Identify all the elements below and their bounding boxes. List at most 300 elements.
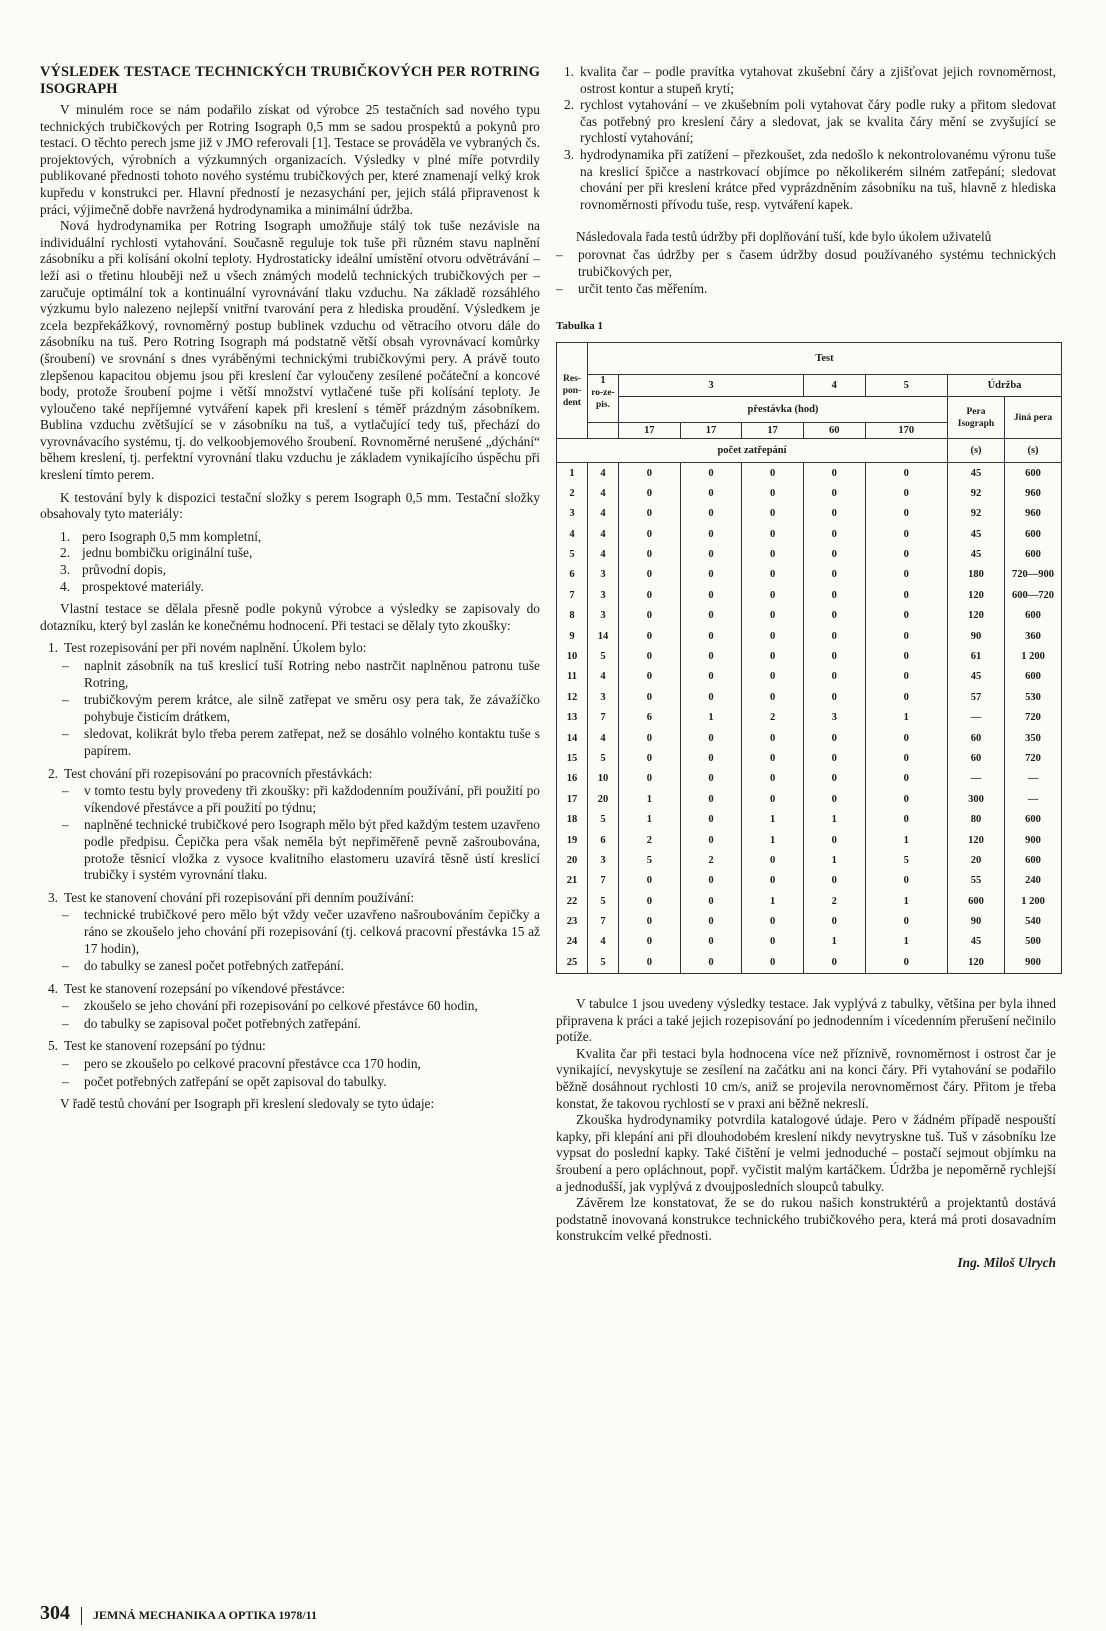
table-cell: 0 <box>619 769 681 789</box>
table-row <box>557 708 1062 728</box>
table-cell: 600 <box>1005 606 1062 626</box>
table-row <box>557 606 1062 626</box>
test-subitems: – zkoušelo se jeho chování při rozepisování po celkové přestávce 60 hodin, – do tabulky se zapisoval počet potřebných zatřepání. <box>62 998 478 1031</box>
table-cell: 0 <box>619 484 681 504</box>
table-row <box>557 565 1062 585</box>
test-subitems: – technické trubičkové pero mělo být vždy večer uzavřeno našroubováním čepičky a ráno se zkoušelo jeho chování při rozepisování (tj. celková pracovní přestávka 15 až 17 hodin), – do tabulky se zanesl počet potřebných zatřepání. <box>62 907 540 974</box>
header-col3: 3 <box>619 375 804 397</box>
paragraph: Kvalita čar při testaci byla hodnocena více než příznivě, rovnoměrnost i ostrost čar je vynikající, nevyskytuje se zesílení na začátku ani na konci čáry. Při vytahování se podařilo běžně dosáhnout rychlosti 10 cm/s, aniž se projevila nerovnoměrnost čáry. Přitom je třeba konstat, že takovou rychlostí se v praxi ani běžně nekreslí. <box>556 1045 1056 1111</box>
list-item: 4. prospektové materiály. <box>60 578 204 594</box>
table-cell: 7 <box>588 871 619 891</box>
header-pocet: počet zatřepání <box>557 439 948 463</box>
table-cell: 0 <box>803 728 865 748</box>
table-cell: 0 <box>619 606 681 626</box>
table-cell: 10 <box>557 647 588 667</box>
table-cell: 0 <box>619 586 681 606</box>
table-row <box>557 851 1062 871</box>
table-cell: 900 <box>1005 953 1062 974</box>
list-item: 3. průvodní dopis, <box>60 562 167 578</box>
table-cell: 4 <box>588 463 619 484</box>
table-cell: 600 <box>1005 810 1062 830</box>
table-cell: 0 <box>680 647 742 667</box>
header-col4: 4 <box>803 375 865 397</box>
table-cell: 720—900 <box>1005 565 1062 585</box>
table-cell: 3 <box>588 586 619 606</box>
table-cell: 0 <box>619 932 681 952</box>
table-cell: 1 <box>803 810 865 830</box>
author: Ing. Miloš Ulrych <box>957 1254 1056 1270</box>
table-cell: 0 <box>865 463 948 484</box>
table-cell: 1 <box>680 708 742 728</box>
table-cell: 0 <box>742 688 804 708</box>
table-cell: 1 <box>803 851 865 871</box>
header-udrzba: Údržba <box>948 375 1062 397</box>
table-cell: 0 <box>803 749 865 769</box>
table-cell: 3 <box>588 606 619 626</box>
paragraph: V minulém roce se nám podařilo získat od výrobce 25 testačních sad nového typu technických trubičkových per Rotring Isograph 0,5 mm se sadou prospektů a pokynů pro testaci. O těchto perech jsme již v JMO referovali [1]. Testace se prováděla ve vybraných čs. projektových, výrobních a výzkumných organizacích. Výsledky v plné míře potvrdily publikované přednosti tohoto nového systému trubičkových per, které znamenají velký krok kupředu v konstrukci per. Hlavní předností je nezasychání per, jejich stálá připravenost k práci, výjimečně dobře navržená hydrodynamika a minimální údržba. <box>40 102 540 217</box>
paragraph: V řadě testů chování per Isograph při kreslení sledovaly se tyto údaje: <box>60 1096 435 1112</box>
table-cell: 5 <box>588 810 619 830</box>
table-row <box>557 953 1062 974</box>
table-cell: 57 <box>948 688 1005 708</box>
table-row <box>557 463 1062 484</box>
journal-name: JEMNÁ MECHANIKA A OPTIKA 1978/11 <box>93 1608 318 1622</box>
table-cell: 0 <box>865 647 948 667</box>
paragraph: V tabulce 1 jsou uvedeny výsledky testace. Jak vyplývá z tabulky, většina per byla ihned připravena k práci a také jejich rozepisování po jednodenním i vícedenním přerušení nečinilo potíže. <box>556 996 1056 1045</box>
table-cell: 0 <box>803 524 865 544</box>
table-cell: 1 200 <box>1005 892 1062 912</box>
table-cell: 20 <box>948 851 1005 871</box>
table-cell: 0 <box>865 749 948 769</box>
table-cell: 90 <box>948 912 1005 932</box>
table-cell: 6 <box>619 708 681 728</box>
table-cell: 0 <box>619 953 681 974</box>
table-cell: 0 <box>680 606 742 626</box>
table-cell: 0 <box>680 749 742 769</box>
table-cell: 14 <box>557 728 588 748</box>
table-row <box>557 626 1062 646</box>
table-cell: 180 <box>948 565 1005 585</box>
table-cell: — <box>948 708 1005 728</box>
table-cell: 3 <box>803 708 865 728</box>
table-row <box>557 932 1062 952</box>
divider <box>81 1607 82 1625</box>
article-title: VÝSLEDEK TESTACE TECHNICKÝCH TRUBIČKOVÝCH PER ROTRING ISOGRAPH <box>40 64 540 97</box>
table-cell: 1 <box>865 830 948 850</box>
table-cell: 4 <box>588 932 619 952</box>
table-cell: 0 <box>619 647 681 667</box>
table-cell: 4 <box>588 504 619 524</box>
table-row <box>557 728 1062 748</box>
table-cell: 0 <box>680 892 742 912</box>
table-cell: 0 <box>742 912 804 932</box>
table-cell: 540 <box>1005 912 1062 932</box>
table-cell: 0 <box>742 851 804 871</box>
table-cell: 0 <box>742 545 804 565</box>
test-subitems: – v tomto testu byly provedeny tři zkoušky: při každodenním používání, při použití po víkendové přestávce a při použití po týdnu; – naplněné technické trubičkové pero Isograph mělo být před každým testem uzavřeno podle předpisu. Čepička pera však neměla být nepřiměřeně pevně zašroubována, protože těsnicí vložka z vysoce kvalitního elastomeru uzavírá těsně ústí kreslicí trubičky i systém vyrovnání tlaku. <box>62 783 540 883</box>
table-row <box>557 830 1062 850</box>
table-cell: 0 <box>865 484 948 504</box>
table-cell: 0 <box>865 769 948 789</box>
table-cell: 0 <box>742 484 804 504</box>
table-cell: 45 <box>948 463 1005 484</box>
table-cell: 960 <box>1005 484 1062 504</box>
table-cell: 45 <box>948 932 1005 952</box>
table-row <box>557 790 1062 810</box>
table-cell: 720 <box>1005 708 1062 728</box>
table-cell: 3 <box>588 688 619 708</box>
table-cell: 0 <box>803 830 865 850</box>
table-cell: 0 <box>680 586 742 606</box>
table-cell: 5 <box>588 749 619 769</box>
table-cell: 0 <box>680 545 742 565</box>
table-cell: 0 <box>742 606 804 626</box>
table-cell: 0 <box>742 504 804 524</box>
table-cell: 0 <box>742 790 804 810</box>
table-cell: 0 <box>680 871 742 891</box>
table-cell: 0 <box>619 545 681 565</box>
table-cell: 80 <box>948 810 1005 830</box>
table-cell: 5 <box>557 545 588 565</box>
table-cell: 2 <box>557 484 588 504</box>
table-cell: 5 <box>588 892 619 912</box>
table-cell: 0 <box>680 667 742 687</box>
table-cell: 16 <box>557 769 588 789</box>
table-cell: — <box>1005 769 1062 789</box>
table-cell: 600 <box>948 892 1005 912</box>
page-number: 304 <box>40 1602 70 1624</box>
list-item: 3. hydrodynamika při zatížení – přezkoušet, zda nedošlo k nekontrolovanému výronu tuše na kreslicí špičce a nastrkovací objímce po několikerém silném zatřepání; sledovat chování per při kreslení krátce před vyprázdněním zásobníku na tuš, hlavně z hlediska rovnoměrnosti přívodu tuše, resp. vytváření kapek. <box>563 146 1056 212</box>
table-cell: 0 <box>865 688 948 708</box>
table-cell: 25 <box>557 953 588 974</box>
table-cell: 20 <box>557 851 588 871</box>
paragraph: Zkouška hydrodynamiky potvrdila katalogové údaje. Pero v žádném případě nespouští kapky, při klepání ani při dlouhodobém kreslení nikdy nevytryskne tuš. Tuš v zásobníku lze vypsat do poslední kapky. Také čištění je velmi jednoduché – postačí sejmout objímku na šroubení a pero opláchnout, popř. vyčistit malým kartáčkem. Údržba je nepoměrně rychlejší a jednodušší, jak vyplývá z dvoujposledních sloupců tabulky. <box>556 1112 1056 1194</box>
table-cell: 0 <box>803 667 865 687</box>
table-cell: 0 <box>680 932 742 952</box>
table-cell: 1 <box>619 790 681 810</box>
table-cell: 900 <box>1005 830 1062 850</box>
table-row <box>557 688 1062 708</box>
table-cell: 55 <box>948 871 1005 891</box>
table-cell: 0 <box>803 953 865 974</box>
table-cell: 0 <box>680 790 742 810</box>
table-row <box>557 484 1062 504</box>
table-cell: 0 <box>680 463 742 484</box>
table-cell: 9 <box>557 626 588 646</box>
table-cell: 15 <box>557 749 588 769</box>
header-col5: 5 <box>865 375 948 397</box>
table-cell: 6 <box>557 565 588 585</box>
table-cell: 0 <box>742 463 804 484</box>
table-cell: 0 <box>803 504 865 524</box>
table-cell: 0 <box>865 606 948 626</box>
table-cell: 12 <box>557 688 588 708</box>
table-cell: 23 <box>557 912 588 932</box>
table-cell: 0 <box>742 871 804 891</box>
table-cell: 4 <box>588 667 619 687</box>
table-cell: 1 <box>865 932 948 952</box>
table-row <box>557 586 1062 606</box>
table-cell: 0 <box>619 912 681 932</box>
table-cell: 1 <box>865 708 948 728</box>
table-cell: 0 <box>619 667 681 687</box>
table-row <box>557 912 1062 932</box>
table-cell: 0 <box>619 749 681 769</box>
list-item: 1. pero Isograph 0,5 mm kompletní, <box>60 528 262 544</box>
table-cell: 0 <box>865 728 948 748</box>
table-cell: 0 <box>803 688 865 708</box>
test-item: 4. Test ke stanovení rozepsání po víkendové přestávce: <box>47 980 345 996</box>
table-cell: 0 <box>742 647 804 667</box>
table-cell: 2 <box>803 892 865 912</box>
table-cell: 2 <box>680 851 742 871</box>
table-cell: 0 <box>680 830 742 850</box>
table-cell: 300 <box>948 790 1005 810</box>
table-cell: 0 <box>865 871 948 891</box>
table-cell: 0 <box>742 524 804 544</box>
table-row <box>557 871 1062 891</box>
table-cell: 0 <box>742 953 804 974</box>
table-cell: 960 <box>1005 504 1062 524</box>
table-cell: 1 <box>803 932 865 952</box>
table-cell: 7 <box>588 912 619 932</box>
table-cell: 60 <box>948 728 1005 748</box>
table-cell: 0 <box>803 769 865 789</box>
table-cell: 600 <box>1005 667 1062 687</box>
table-cell: 0 <box>803 545 865 565</box>
table-cell: 1 <box>557 463 588 484</box>
table-cell: 2 <box>619 830 681 850</box>
table-cell: 5 <box>619 851 681 871</box>
header-prestavka: přestávka (hod) <box>619 397 948 423</box>
table-cell: 0 <box>619 871 681 891</box>
table-cell: — <box>948 769 1005 789</box>
table-cell: 0 <box>803 790 865 810</box>
table-cell: 0 <box>865 667 948 687</box>
table-cell: 0 <box>680 810 742 830</box>
tests-list <box>40 890 540 907</box>
table-cell: 24 <box>557 932 588 952</box>
table-row <box>557 892 1062 912</box>
table-cell: 0 <box>742 565 804 585</box>
table-cell: 0 <box>803 463 865 484</box>
table-cell: 120 <box>948 953 1005 974</box>
table-cell: — <box>1005 790 1062 810</box>
table-cell: 4 <box>557 524 588 544</box>
table-cell: 1 <box>865 892 948 912</box>
test-item: 1. Test rozepisování per při novém naplnění. Úkolem bylo: <box>47 640 367 656</box>
table-cell: 0 <box>680 524 742 544</box>
table-row <box>557 667 1062 687</box>
table-cell: 0 <box>742 586 804 606</box>
page-footer <box>40 1602 317 1625</box>
tests-list <box>40 640 540 657</box>
table-cell: 45 <box>948 545 1005 565</box>
table-row <box>557 545 1062 565</box>
test-item: 2. Test chování při rozepisování po pracovních přestávkách: <box>47 765 373 781</box>
table-row <box>557 810 1062 830</box>
header-test: Test <box>588 343 1062 375</box>
table-cell: 0 <box>619 463 681 484</box>
table-cell: 0 <box>619 565 681 585</box>
table-cell: 13 <box>557 708 588 728</box>
table-cell: 0 <box>803 647 865 667</box>
table-cell: 7 <box>588 708 619 728</box>
tests-list <box>40 1038 540 1055</box>
table-cell: 4 <box>588 728 619 748</box>
test-subitems: – pero se zkoušelo po celkové pracovní přestávce cca 170 hodin, – počet potřebných zatřepání se opět zapisoval do tabulky. <box>62 1056 421 1089</box>
table-cell: 0 <box>742 728 804 748</box>
table-cell: 0 <box>619 688 681 708</box>
table-cell: 240 <box>1005 871 1062 891</box>
table-cell: 6 <box>588 830 619 850</box>
table-cell: 0 <box>803 586 865 606</box>
paragraph: Vlastní testace se dělala přesně podle pokynů výrobce a výsledky se zapisovaly do dotazníku, který byl zaslán ke konečnému hodnocení. Při testaci se dělaly tyto zkoušky: <box>40 601 540 633</box>
table-cell: 0 <box>619 626 681 646</box>
table-cell: 500 <box>1005 932 1062 952</box>
table-cell: 7 <box>557 586 588 606</box>
table-cell: 3 <box>588 565 619 585</box>
list-item: 2. rychlost vytahování – ve zkušebním poli vytahovat čáry podle ruky a přitom sledovat čas potřebný pro kreslení čáry a sledovat, jak se kvalita čáry mění se zvyšující se rychlostí vytahování; <box>563 97 1056 146</box>
table-cell: 14 <box>588 626 619 646</box>
table-cell: 1 200 <box>1005 647 1062 667</box>
table-cell: 22 <box>557 892 588 912</box>
table-cell: 92 <box>948 504 1005 524</box>
table-cell: 0 <box>803 606 865 626</box>
table-cell: 360 <box>1005 626 1062 646</box>
table-caption: Tabulka 1 <box>556 319 603 332</box>
list-item: 1. kvalita čar – podle pravítka vytahovat zkušební čáry a zjišťovat jejich rovnoměrnost, ostrost kontur a stupeň krytí; <box>563 64 1056 96</box>
table-row <box>557 769 1062 789</box>
table-cell: 20 <box>588 790 619 810</box>
table-cell: 0 <box>865 524 948 544</box>
header-jina: Jiná pera <box>1005 397 1062 439</box>
table-cell: 11 <box>557 667 588 687</box>
table-cell: 0 <box>865 790 948 810</box>
table-cell: 18 <box>557 810 588 830</box>
test-subitems: – naplnit zásobník na tuš kreslicí tuší Rotring nebo nastrčit naplněnou patronu tuše Rotring, – trubičkovým perem krátce, ale silně zatřepat ve směru osy pera tak, že závažíčko pohybuje čisticím drátkem, – sledovat, kolikrát bylo třeba perem zatřepat, než se dosáhlo volného kontaktu tuše s papírem. <box>62 658 540 758</box>
table-cell: 61 <box>948 647 1005 667</box>
table-cell: 0 <box>680 953 742 974</box>
materials-list <box>40 529 540 595</box>
tests-list <box>40 981 540 998</box>
table-cell: 0 <box>803 626 865 646</box>
table-cell: 0 <box>619 892 681 912</box>
table-cell: 45 <box>948 524 1005 544</box>
table-cell: 60 <box>948 749 1005 769</box>
table-cell: 600 <box>1005 463 1062 484</box>
table-cell: 0 <box>742 626 804 646</box>
table-cell: 0 <box>680 728 742 748</box>
table-cell: 0 <box>865 586 948 606</box>
table-row <box>557 647 1062 667</box>
table-cell: 1 <box>742 810 804 830</box>
table-cell: 600 <box>1005 524 1062 544</box>
table-cell: 0 <box>803 912 865 932</box>
table-cell: 0 <box>742 932 804 952</box>
table-cell: 4 <box>588 484 619 504</box>
table-cell: 120 <box>948 830 1005 850</box>
table-cell: 0 <box>803 565 865 585</box>
table-cell: 0 <box>803 871 865 891</box>
table-cell: 0 <box>865 545 948 565</box>
table-cell: 1 <box>742 830 804 850</box>
test-item: 3. Test ke stanovení chování při rozepisování při denním používání: <box>47 889 415 905</box>
table-cell: 5 <box>588 953 619 974</box>
left-column <box>40 64 540 1113</box>
table-cell: 0 <box>619 504 681 524</box>
results-table: Res-pon-dent Test 1 ro-ze-pis. 3 4 5 Údržba přestávka (hod) Pera Isograph Jiná pera 17 17 17 60 170 počet zatřepání (s) (s) 1 4 0 0 0 0 0 45 600 2 4 0 0 0 0 0 92 960 3 4 0 0 0 0 0 92 960 4 4 0 0 0 0 0 45 600 5 4 0 0 0 0 0 45 600 6 3 0 0 0 0 0 180 720—900 7 3 0 0 0 0 0 120 600—720 8 3 0 0 0 0 0 120 600 9 14 0 0 0 0 0 90 360 10 5 0 0 0 0 0 61 1 200 11 4 0 0 0 0 0 45 600 12 3 0 0 0 0 0 57 530 13 7 6 1 2 3 1 — 720 14 4 0 0 0 0 0 60 350 15 5 0 0 0 0 0 60 720 16 10 0 0 0 0 0 — — 17 20 1 0 0 0 0 300 — 18 5 1 0 1 1 0 80 600 19 6 2 0 1 0 1 120 900 20 3 5 2 0 1 5 20 600 21 7 0 0 0 0 0 55 240 22 5 0 0 1 2 1 600 1 200 23 7 0 0 0 0 0 90 540 24 4 0 0 0 1 1 45 500 25 5 0 0 0 0 0 120 900 <box>556 342 1062 974</box>
table-cell: 600 <box>1005 545 1062 565</box>
table-cell: 120 <box>948 586 1005 606</box>
paragraph: Závěrem lze konstatovat, že se do rukou našich konstruktérů a projektantů dostává podstatně inovovaná konstrukce technického trubičkového pera, která má proti dosavadním konstrukcím velké přednosti. <box>556 1195 1056 1244</box>
table-cell: 0 <box>742 769 804 789</box>
table-cell: 10 <box>588 769 619 789</box>
table-cell: 120 <box>948 606 1005 626</box>
table-cell: 19 <box>557 830 588 850</box>
table-cell: 4 <box>588 524 619 544</box>
table-cell: 0 <box>803 484 865 504</box>
table-cell: 0 <box>742 667 804 687</box>
table-cell: 3 <box>588 851 619 871</box>
header-pera: Pera Isograph <box>948 397 1005 439</box>
table-cell: 0 <box>865 504 948 524</box>
table-cell: 21 <box>557 871 588 891</box>
table-cell: 1 <box>742 892 804 912</box>
table-cell: 0 <box>619 728 681 748</box>
table-cell: 600 <box>1005 851 1062 871</box>
paragraph: Nová hydrodynamika per Rotring Isograph umožňuje stálý tok tuše nezávisle na individuální rychlosti vytahování. Současně reguluje tok tuše při různém stavu naplnění zásobníku a při kolísání okolní teploty. Hydrostaticky ideální umístění otvoru odvětrávání – leží asi o třetinu hlouběji než u všech známých modelů technických trubičkových per – zaručuje optimální tok a kontinuální vyrovnávání tlaku vzduchu. Na základě rozsáhlého výzkumu bylo nalezeno nejlepší vnitřní tvarování pera z hlediska proudění. Výsledkem je zcela bezpřekážkový, rovnoměrný postup bublinek vzduchu od větracího otvoru dále do zásobníku na tuš. Pero Rotring Isograph má podstatně větší obsah vyrovnávací komůrky (šroubení) ve srovnání s dnes vyráběnými technickými trubičkovými pery. A právě touto zlepšenou kapacitou objemu jsou při kreslení čar vyloučeny zesílené počáteční a koncové body, protože šroubení pojme i větší množství vytlačené tuše při kolísání teploty. Je vyloučeno také nepříjemné vytváření kapek při kreslení s téměř prázdným zásobníkem. Bublina vzduchu zvětšující se v zásobníku na tuš, a vytlačující tedy tuš, přechází do vyrovnávacího systému, tj. do velkoobjemového šroubení. Rovnoměrné nerušené „dýchání“ během kreslení, tj. perfektní vyrovnání tlaku vzduchu je základem vynikajícího úspěchu při kreslení tímto perem. <box>40 218 540 483</box>
table-cell: 0 <box>865 565 948 585</box>
table-cell: 5 <box>865 851 948 871</box>
table-cell: 8 <box>557 606 588 626</box>
table-cell: 720 <box>1005 749 1062 769</box>
table-row <box>557 524 1062 544</box>
table-cell: 90 <box>948 626 1005 646</box>
table-cell: 17 <box>557 790 588 810</box>
paragraph: Následovala řada testů údržby při doplňování tuší, kde bylo úkolem uživatelů <box>576 229 992 245</box>
paragraph: K testování byly k dispozici testační složky s perem Isograph 0,5 mm. Testační složky obsahovaly tyto materiály: <box>40 489 540 522</box>
table-row <box>557 749 1062 769</box>
maintenance-list: – porovnat čas údržby per s časem údržby dosud používaného systému technických trubičkových per, – určit tento čas měřením. <box>556 246 1056 297</box>
table-cell: 3 <box>557 504 588 524</box>
table-cell: 0 <box>680 626 742 646</box>
observed-list <box>556 64 1056 213</box>
table-cell: 0 <box>742 749 804 769</box>
col-respondent: Res-pon-dent <box>557 343 588 439</box>
table-cell: 600—720 <box>1005 586 1062 606</box>
table-cell: 0 <box>865 953 948 974</box>
list-item: 2. jednu bombičku originální tuše, <box>60 545 253 561</box>
table-cell: 0 <box>865 912 948 932</box>
test-item: 5. Test ke stanovení rozepsání po týdnu: <box>47 1038 266 1054</box>
table-cell: 4 <box>588 545 619 565</box>
table-cell: 0 <box>865 626 948 646</box>
table-cell: 0 <box>680 688 742 708</box>
table-cell: 350 <box>1005 728 1062 748</box>
table-cell: 0 <box>680 565 742 585</box>
table-cell: 530 <box>1005 688 1062 708</box>
table-cell: 5 <box>588 647 619 667</box>
table-cell: 0 <box>619 524 681 544</box>
table-cell: 1 <box>619 810 681 830</box>
table-cell: 0 <box>680 769 742 789</box>
right-column <box>556 64 1056 1272</box>
table-cell: 0 <box>680 504 742 524</box>
table-cell: 2 <box>742 708 804 728</box>
table-cell: 45 <box>948 667 1005 687</box>
table-cell: 0 <box>680 484 742 504</box>
